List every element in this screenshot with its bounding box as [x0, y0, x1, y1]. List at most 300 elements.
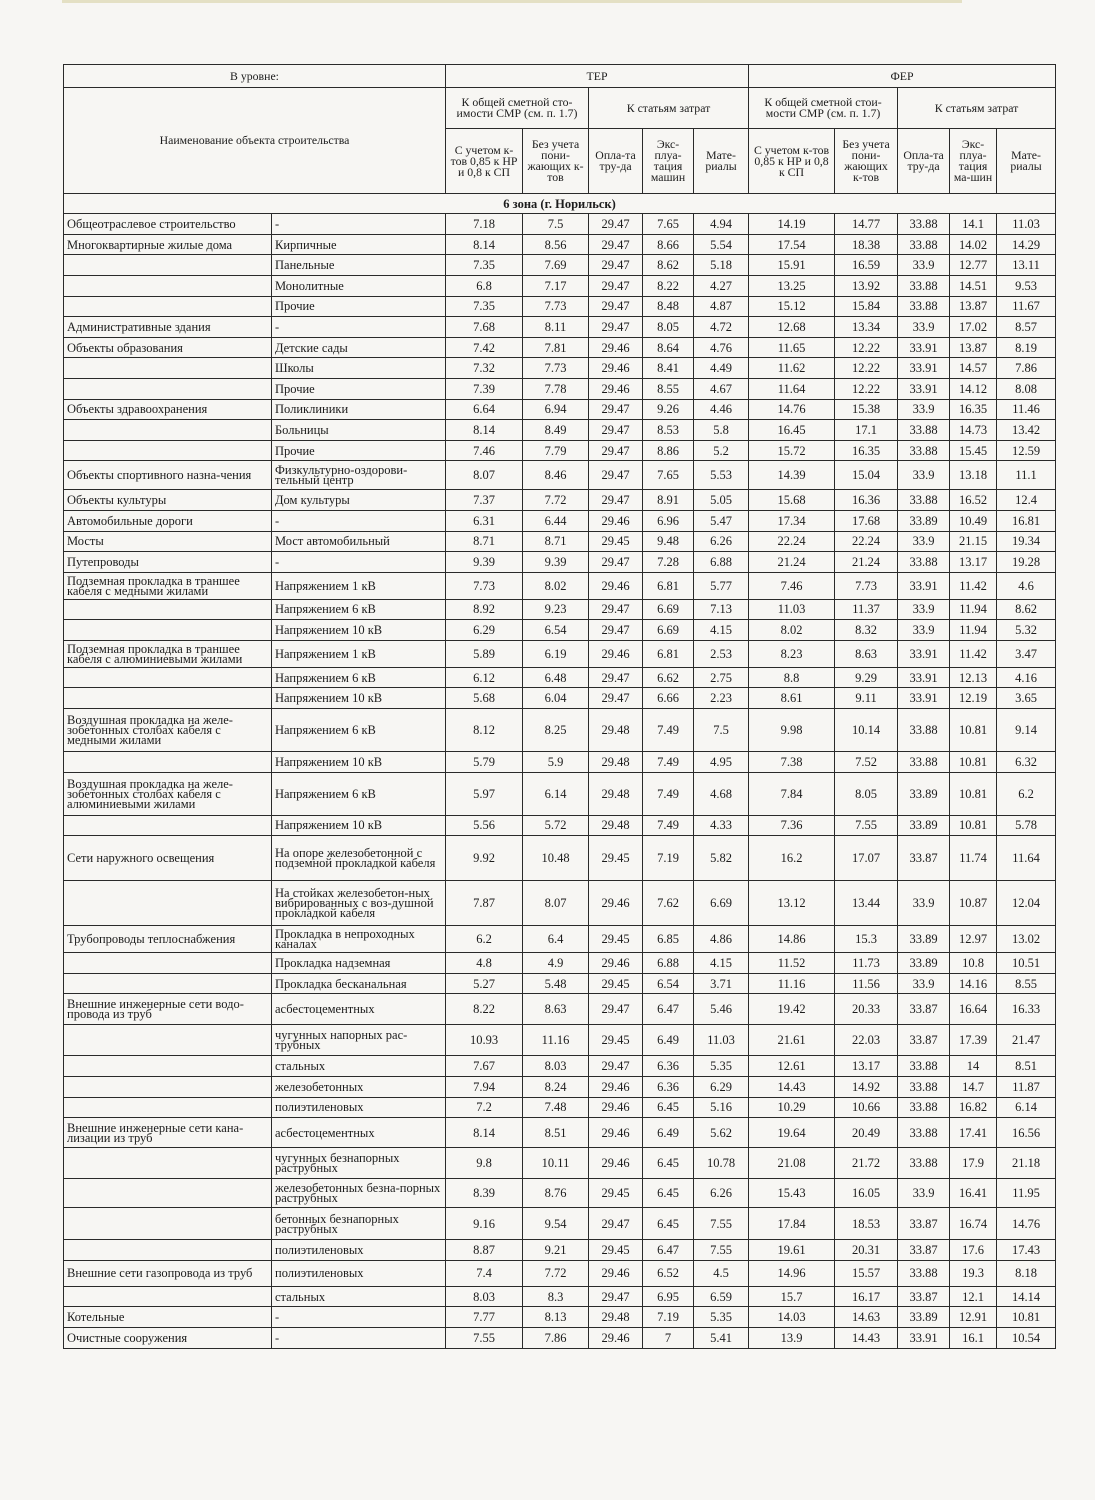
table-row — [64, 709, 1056, 752]
page-top-line — [62, 0, 962, 3]
value-cell: 6.14 — [523, 772, 589, 815]
value-cell: 11.94 — [950, 599, 997, 620]
value-cell: 19.28 — [997, 552, 1056, 573]
value-cell: 8.02 — [523, 572, 589, 599]
value-cell: 17.1 — [835, 420, 898, 441]
value-cell: 12.68 — [749, 317, 835, 338]
subtype-cell: Прокладка в непроходных каналах — [272, 926, 446, 953]
value-cell: 14.76 — [997, 1208, 1056, 1240]
value-cell: 6.44 — [523, 510, 589, 531]
value-cell: 29.46 — [589, 510, 643, 531]
value-cell: 33.9 — [898, 599, 950, 620]
subtype-cell: полиэтиленовых — [272, 1260, 446, 1286]
value-cell: 20.49 — [835, 1118, 898, 1148]
value-cell: 33.88 — [898, 214, 950, 235]
value-cell: 6.29 — [694, 1077, 749, 1098]
value-cell: 6.96 — [643, 510, 694, 531]
value-cell: 29.47 — [589, 1286, 643, 1307]
value-cell: 7.42 — [446, 337, 523, 358]
value-cell: 29.47 — [589, 994, 643, 1025]
value-cell: 29.47 — [589, 688, 643, 709]
value-cell: 14.51 — [950, 275, 997, 296]
subtype-cell: железобетонных безна-порных раструбных — [272, 1179, 446, 1208]
value-cell: 7.86 — [523, 1328, 589, 1349]
value-cell: 14.43 — [835, 1328, 898, 1349]
value-cell: 33.88 — [898, 1056, 950, 1077]
object-cell: Подземная прокладка в траншее кабеля с алюминиевыми жилами — [64, 640, 272, 667]
value-cell: 16.35 — [950, 399, 997, 420]
value-cell: 29.46 — [589, 1097, 643, 1118]
value-cell: 29.45 — [589, 531, 643, 552]
value-cell: 6.12 — [446, 667, 523, 688]
value-cell: 6.32 — [997, 752, 1056, 773]
object-cell — [64, 599, 272, 620]
value-cell: 7.72 — [523, 1260, 589, 1286]
value-cell: 13.11 — [997, 255, 1056, 276]
value-cell: 21.15 — [950, 531, 997, 552]
value-cell: 33.88 — [898, 490, 950, 511]
object-cell — [64, 973, 272, 994]
value-cell: 8.63 — [835, 640, 898, 667]
value-cell: 16.56 — [997, 1118, 1056, 1148]
value-cell: 6.95 — [643, 1286, 694, 1307]
value-cell: 8.32 — [835, 620, 898, 641]
object-cell — [64, 1148, 272, 1179]
table-row — [64, 1286, 1056, 1307]
value-cell: 6.26 — [694, 531, 749, 552]
header-fer-with-coef: С учетом к-тов 0,85 к НР и 0,8 к СП — [749, 129, 835, 194]
value-cell: 6.31 — [446, 510, 523, 531]
value-cell: 5.27 — [446, 973, 523, 994]
value-cell: 7.55 — [694, 1240, 749, 1261]
subtype-cell: Напряжением 6 кВ — [272, 709, 446, 752]
value-cell: 33.88 — [898, 234, 950, 255]
value-cell: 7.86 — [997, 358, 1056, 379]
value-cell: 8.56 — [523, 234, 589, 255]
value-cell: 29.45 — [589, 836, 643, 881]
value-cell: 14 — [950, 1056, 997, 1077]
coefficients-table-wrap — [63, 64, 1055, 1349]
value-cell: 29.48 — [589, 752, 643, 773]
value-cell: 33.89 — [898, 815, 950, 836]
zone-row: 6 зона (г. Норильск) — [64, 194, 1056, 214]
value-cell: 6.52 — [643, 1260, 694, 1286]
subtype-cell: железобетонных — [272, 1077, 446, 1098]
value-cell: 12.61 — [749, 1056, 835, 1077]
table-row — [64, 1208, 1056, 1240]
value-cell: 10.51 — [997, 953, 1056, 974]
table-row — [64, 358, 1056, 379]
value-cell: 11.03 — [694, 1025, 749, 1056]
value-cell: 11.03 — [997, 214, 1056, 235]
value-cell: 11.52 — [749, 953, 835, 974]
value-cell: 5.8 — [694, 420, 749, 441]
value-cell: 7.48 — [523, 1097, 589, 1118]
value-cell: 5.41 — [694, 1328, 749, 1349]
header-ter-items: К статьям затрат — [589, 88, 749, 129]
subtype-cell: - — [272, 1328, 446, 1349]
value-cell: 33.9 — [898, 881, 950, 926]
object-cell: Объекты здравоохранения — [64, 399, 272, 420]
value-cell: 8.03 — [523, 1056, 589, 1077]
value-cell: 6.85 — [643, 926, 694, 953]
table-row — [64, 510, 1056, 531]
value-cell: 13.44 — [835, 881, 898, 926]
value-cell: 4.87 — [694, 296, 749, 317]
value-cell: 10.87 — [950, 881, 997, 926]
value-cell: 5.89 — [446, 640, 523, 667]
value-cell: 33.9 — [898, 620, 950, 641]
value-cell: 11.16 — [749, 973, 835, 994]
value-cell: 8.13 — [523, 1307, 589, 1328]
value-cell: 4.86 — [694, 926, 749, 953]
value-cell: 4.72 — [694, 317, 749, 338]
table-row — [64, 1025, 1056, 1056]
table-row — [64, 1077, 1056, 1098]
subtype-cell: асбестоцементных — [272, 1118, 446, 1148]
value-cell: 7.5 — [523, 214, 589, 235]
value-cell: 7.94 — [446, 1077, 523, 1098]
value-cell: 6.59 — [694, 1286, 749, 1307]
value-cell: 13.9 — [749, 1328, 835, 1349]
value-cell: 5.05 — [694, 490, 749, 511]
value-cell: 6.36 — [643, 1077, 694, 1098]
value-cell: 12.13 — [950, 667, 997, 688]
value-cell: 29.47 — [589, 440, 643, 461]
value-cell: 9.54 — [523, 1208, 589, 1240]
value-cell: 15.45 — [950, 440, 997, 461]
subtype-cell: - — [272, 317, 446, 338]
header-object-name: Наименование объекта строительства — [64, 88, 446, 194]
value-cell: 15.91 — [749, 255, 835, 276]
table-row — [64, 440, 1056, 461]
value-cell: 16.1 — [950, 1328, 997, 1349]
value-cell: 29.47 — [589, 461, 643, 490]
value-cell: 6.49 — [643, 1025, 694, 1056]
value-cell: 8.19 — [997, 337, 1056, 358]
header-ter-labor: Опла-та тру-да — [589, 129, 643, 194]
value-cell: 8.86 — [643, 440, 694, 461]
object-cell: Воздушная прокладка на желе-зобетонных столбах кабеля с медными жилами — [64, 709, 272, 752]
value-cell: 6.69 — [643, 599, 694, 620]
value-cell: 29.47 — [589, 214, 643, 235]
value-cell: 18.53 — [835, 1208, 898, 1240]
value-cell: 7.55 — [694, 1208, 749, 1240]
value-cell: 4.94 — [694, 214, 749, 235]
value-cell: 33.91 — [898, 337, 950, 358]
value-cell: 14.16 — [950, 973, 997, 994]
value-cell: 6.45 — [643, 1097, 694, 1118]
value-cell: 33.91 — [898, 667, 950, 688]
value-cell: 33.9 — [898, 531, 950, 552]
value-cell: 7.39 — [446, 378, 523, 399]
value-cell: 11.56 — [835, 973, 898, 994]
value-cell: 16.41 — [950, 1179, 997, 1208]
value-cell: 12.59 — [997, 440, 1056, 461]
value-cell: 13.25 — [749, 275, 835, 296]
value-cell: 16.33 — [997, 994, 1056, 1025]
object-cell: Объекты образования — [64, 337, 272, 358]
table-row — [64, 234, 1056, 255]
object-cell — [64, 378, 272, 399]
value-cell: 16.64 — [950, 994, 997, 1025]
value-cell: 6.88 — [694, 552, 749, 573]
value-cell: 5.54 — [694, 234, 749, 255]
value-cell: 5.47 — [694, 510, 749, 531]
value-cell: 33.88 — [898, 296, 950, 317]
value-cell: 14.92 — [835, 1077, 898, 1098]
value-cell: 7.35 — [446, 255, 523, 276]
value-cell: 6.47 — [643, 994, 694, 1025]
subtype-cell: Детские сады — [272, 337, 446, 358]
object-cell — [64, 1286, 272, 1307]
value-cell: 7.77 — [446, 1307, 523, 1328]
table-row — [64, 490, 1056, 511]
value-cell: 15.7 — [749, 1286, 835, 1307]
value-cell: 13.12 — [749, 881, 835, 926]
value-cell: 11.42 — [950, 640, 997, 667]
value-cell: 9.39 — [523, 552, 589, 573]
value-cell: 11.94 — [950, 620, 997, 641]
value-cell: 10.29 — [749, 1097, 835, 1118]
header-fer-machines: Экс-плуа-тация ма-шин — [950, 129, 997, 194]
value-cell: 8.03 — [446, 1286, 523, 1307]
table-row — [64, 255, 1056, 276]
value-cell: 5.72 — [523, 815, 589, 836]
value-cell: 6.88 — [643, 953, 694, 974]
value-cell: 6.47 — [643, 1240, 694, 1261]
value-cell: 11.67 — [997, 296, 1056, 317]
value-cell: 14.7 — [950, 1077, 997, 1098]
value-cell: 8.3 — [523, 1286, 589, 1307]
subtype-cell: Больницы — [272, 420, 446, 441]
value-cell: 29.46 — [589, 358, 643, 379]
value-cell: 9.92 — [446, 836, 523, 881]
value-cell: 11.46 — [997, 399, 1056, 420]
value-cell: 7.73 — [446, 572, 523, 599]
value-cell: 7.87 — [446, 881, 523, 926]
header-ter-materials: Мате-риалы — [694, 129, 749, 194]
value-cell: 17.07 — [835, 836, 898, 881]
value-cell: 13.18 — [950, 461, 997, 490]
value-cell: 17.68 — [835, 510, 898, 531]
value-cell: 12.04 — [997, 881, 1056, 926]
value-cell: 7.35 — [446, 296, 523, 317]
value-cell: 9.21 — [523, 1240, 589, 1261]
table-row — [64, 214, 1056, 235]
value-cell: 8.64 — [643, 337, 694, 358]
value-cell: 11.37 — [835, 599, 898, 620]
value-cell: 19.61 — [749, 1240, 835, 1261]
value-cell: 29.46 — [589, 378, 643, 399]
value-cell: 4.95 — [694, 752, 749, 773]
value-cell: 9.53 — [997, 275, 1056, 296]
value-cell: 21.24 — [835, 552, 898, 573]
value-cell: 8.02 — [749, 620, 835, 641]
subtype-cell: Физкультурно-оздорови-тельный центр — [272, 461, 446, 490]
value-cell: 33.88 — [898, 552, 950, 573]
value-cell: 33.91 — [898, 640, 950, 667]
value-cell: 22.03 — [835, 1025, 898, 1056]
value-cell: 29.47 — [589, 420, 643, 441]
value-cell: 9.26 — [643, 399, 694, 420]
value-cell: 7.49 — [643, 709, 694, 752]
header-fer-labor: Опла-та тру-да — [898, 129, 950, 194]
table-header — [64, 65, 1056, 194]
value-cell: 14.73 — [950, 420, 997, 441]
value-cell: 12.97 — [950, 926, 997, 953]
table-row — [64, 337, 1056, 358]
value-cell: 5.77 — [694, 572, 749, 599]
object-cell — [64, 881, 272, 926]
subtype-cell: Прочие — [272, 378, 446, 399]
value-cell: 7.78 — [523, 378, 589, 399]
object-cell: Общеотраслевое строительство — [64, 214, 272, 235]
value-cell: 16.82 — [950, 1097, 997, 1118]
table-body — [64, 194, 1056, 1349]
value-cell: 15.72 — [749, 440, 835, 461]
value-cell: 17.02 — [950, 317, 997, 338]
value-cell: 29.46 — [589, 1148, 643, 1179]
value-cell: 7.49 — [643, 752, 694, 773]
value-cell: 2.23 — [694, 688, 749, 709]
value-cell: 33.89 — [898, 510, 950, 531]
subtype-cell: Панельные — [272, 255, 446, 276]
subtype-cell: стальных — [272, 1056, 446, 1077]
value-cell: 29.46 — [589, 881, 643, 926]
value-cell: 6.8 — [446, 275, 523, 296]
value-cell: 29.46 — [589, 572, 643, 599]
value-cell: 8.14 — [446, 420, 523, 441]
value-cell: 14.19 — [749, 214, 835, 235]
value-cell: 4.27 — [694, 275, 749, 296]
value-cell: 7.49 — [643, 772, 694, 815]
value-cell: 8.48 — [643, 296, 694, 317]
value-cell: 33.88 — [898, 1097, 950, 1118]
value-cell: 5.48 — [523, 973, 589, 994]
value-cell: 7.65 — [643, 214, 694, 235]
object-cell — [64, 420, 272, 441]
value-cell: 33.9 — [898, 461, 950, 490]
value-cell: 29.46 — [589, 953, 643, 974]
value-cell: 6.45 — [643, 1179, 694, 1208]
value-cell: 4.76 — [694, 337, 749, 358]
value-cell: 5.35 — [694, 1056, 749, 1077]
value-cell: 33.88 — [898, 1260, 950, 1286]
value-cell: 29.47 — [589, 599, 643, 620]
table-row — [64, 531, 1056, 552]
table-row — [64, 620, 1056, 641]
value-cell: 16.81 — [997, 510, 1056, 531]
value-cell: 29.47 — [589, 234, 643, 255]
value-cell: 29.45 — [589, 973, 643, 994]
value-cell: 8.11 — [523, 317, 589, 338]
value-cell: 7.81 — [523, 337, 589, 358]
value-cell: 7.28 — [643, 552, 694, 573]
subtype-cell: стальных — [272, 1286, 446, 1307]
value-cell: 15.84 — [835, 296, 898, 317]
value-cell: 8.07 — [446, 461, 523, 490]
table-row — [64, 752, 1056, 773]
subtype-cell: - — [272, 214, 446, 235]
value-cell: 7.65 — [643, 461, 694, 490]
value-cell: 33.91 — [898, 1328, 950, 1349]
value-cell: 11.16 — [523, 1025, 589, 1056]
header-ter-total: К общей сметной сто-имости СМР (см. п. 1.7) — [446, 88, 589, 129]
value-cell: 8.05 — [835, 772, 898, 815]
value-cell: 4.33 — [694, 815, 749, 836]
value-cell: 6.29 — [446, 620, 523, 641]
value-cell: 29.47 — [589, 552, 643, 573]
subtype-cell: чугунных безнапорных раструбных — [272, 1148, 446, 1179]
subtype-cell: асбестоцементных — [272, 994, 446, 1025]
value-cell: 8.62 — [997, 599, 1056, 620]
value-cell: 6.14 — [997, 1097, 1056, 1118]
value-cell: 9.48 — [643, 531, 694, 552]
value-cell: 22.24 — [749, 531, 835, 552]
value-cell: 7.13 — [694, 599, 749, 620]
object-cell — [64, 440, 272, 461]
value-cell: 21.18 — [997, 1148, 1056, 1179]
value-cell: 12.22 — [835, 358, 898, 379]
table-row — [64, 1240, 1056, 1261]
value-cell: 14.03 — [749, 1307, 835, 1328]
value-cell: 33.89 — [898, 926, 950, 953]
object-cell: Внешние инженерные сети водо-провода из труб — [64, 994, 272, 1025]
value-cell: 7.17 — [523, 275, 589, 296]
value-cell: 33.91 — [898, 358, 950, 379]
subtype-cell: Напряжением 10 кВ — [272, 688, 446, 709]
value-cell: 33.88 — [898, 1118, 950, 1148]
subtype-cell: Напряжением 6 кВ — [272, 667, 446, 688]
subtype-cell: Прочие — [272, 296, 446, 317]
value-cell: 6.94 — [523, 399, 589, 420]
value-cell: 14.96 — [749, 1260, 835, 1286]
value-cell: 8.87 — [446, 1240, 523, 1261]
object-cell — [64, 255, 272, 276]
value-cell: 8.71 — [446, 531, 523, 552]
value-cell: 5.56 — [446, 815, 523, 836]
object-cell: Подземная прокладка в траншее кабеля с медными жилами — [64, 572, 272, 599]
value-cell: 2.75 — [694, 667, 749, 688]
value-cell: 33.89 — [898, 1307, 950, 1328]
value-cell: 8.12 — [446, 709, 523, 752]
value-cell: 13.42 — [997, 420, 1056, 441]
value-cell: 5.16 — [694, 1097, 749, 1118]
table-row — [64, 881, 1056, 926]
value-cell: 12.1 — [950, 1286, 997, 1307]
value-cell: 7.67 — [446, 1056, 523, 1077]
header-ter-with-coef: С учетом к-тов 0,85 к НР и 0,8 к СП — [446, 129, 523, 194]
table-row — [64, 317, 1056, 338]
value-cell: 33.87 — [898, 1208, 950, 1240]
value-cell: 8.22 — [643, 275, 694, 296]
value-cell: 33.87 — [898, 836, 950, 881]
value-cell: 8.51 — [523, 1118, 589, 1148]
value-cell: 15.12 — [749, 296, 835, 317]
value-cell: 5.82 — [694, 836, 749, 881]
table-row — [64, 688, 1056, 709]
value-cell: 8.08 — [997, 378, 1056, 399]
object-cell: Многоквартирные жилые дома — [64, 234, 272, 255]
value-cell: 33.9 — [898, 255, 950, 276]
value-cell: 7.72 — [523, 490, 589, 511]
value-cell: 16.17 — [835, 1286, 898, 1307]
table-row — [64, 420, 1056, 441]
value-cell: 15.68 — [749, 490, 835, 511]
object-cell — [64, 1077, 272, 1098]
value-cell: 10.54 — [997, 1328, 1056, 1349]
